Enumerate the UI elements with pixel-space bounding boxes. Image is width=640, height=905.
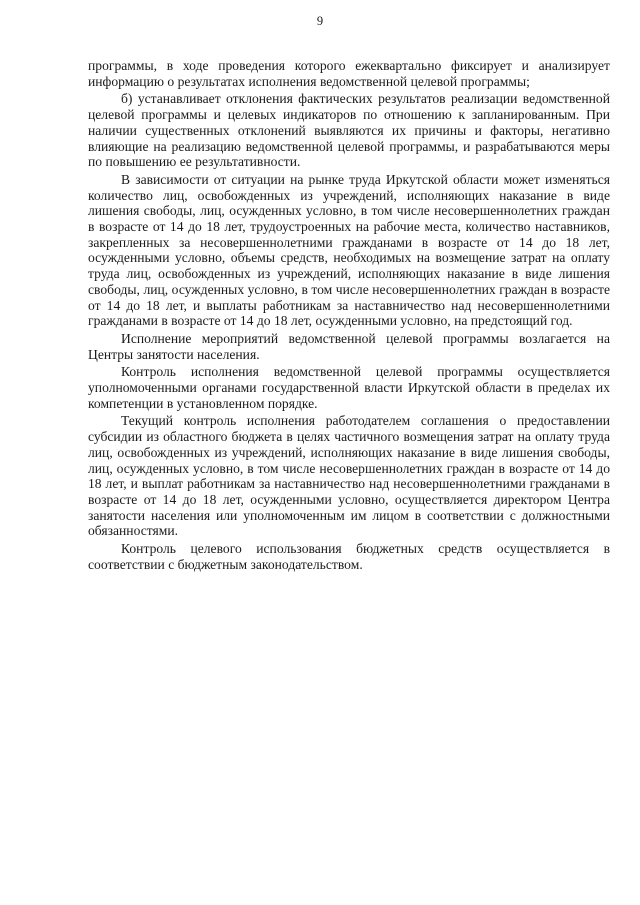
paragraph-budget-control: Контроль целевого использования бюджетных средств осуществляется в соответствии с бюджетным законодательством. (88, 541, 610, 572)
paragraph-execution: Исполнение мероприятий ведомственной целевой программы возлагается на Центры занятости населения. (88, 330, 610, 362)
paragraph-deviations: б) устанавливает отклонения фактических результатов реализации ведомственной целевой программы и целевых индикаторов по отношению к запланированным. При наличии существенных отклонений выявляются их причины и факторы, негативно влияющие на реализацию ведомственной целевой программы, и разрабатываются меры по повышению ее результативности. (88, 91, 610, 170)
paragraph-control: Контроль исполнения ведомственной целевой программы осуществляется уполномоченными органами государственной власти Иркутской области в пределах их компетенции в установленном порядке. (88, 364, 610, 411)
document-body (88, 58, 610, 575)
paragraph-current-control: Текущий контроль исполнения работодателем соглашения о предоставлении субсидии из областного бюджета в целях частичного возмещения затрат на оплату труда лиц, освобожденных из учреждений, исполняющих наказание в виде лишения свободы, лиц, осужденных условно, в том числе несовершеннолетних граждан в возрасте от 14 до 18 лет, и выплат работникам за наставничество над несовершеннолетними гражданами в возрасте от 14 до 18 лет, осужденными условно, осуществляется директором Центра занятости населения или уполномоченным им лицом в соответствии с должностными обязанностями. (88, 413, 610, 539)
paragraph-program-monitoring: программы, в ходе проведения которого ежеквартально фиксирует и анализирует информацию о результатах исполнения ведомственной целевой программы; (88, 58, 610, 89)
paragraph-labor-market: В зависимости от ситуации на рынке труда Иркутской области может изменяться количество лиц, освобожденных из учреждений, исполняющих наказание в виде лишения свободы, лиц, осужденных условно, в том числе несовершеннолетних граждан в возрасте от 14 до 18 лет, трудоустроенных на рабочие места, количество наставников, закрепленных за несовершеннолетними гражданами в возрасте от 14 до 18 лет, осужденными условно, объемы средств, необходимых на возмещение затрат на оплату труда лиц, освобожденных из учреждений, исполняющих наказание в виде лишения свободы, лиц, осужденных условно, в том числе несовершеннолетних граждан в возрасте от 14 до 18 лет, и выплаты работникам за наставничество над несовершеннолетними гражданами в возрасте от 14 до 18 лет, осужденными условно, на предстоящий год. (88, 171, 610, 329)
page-number: 9 (316, 14, 324, 28)
